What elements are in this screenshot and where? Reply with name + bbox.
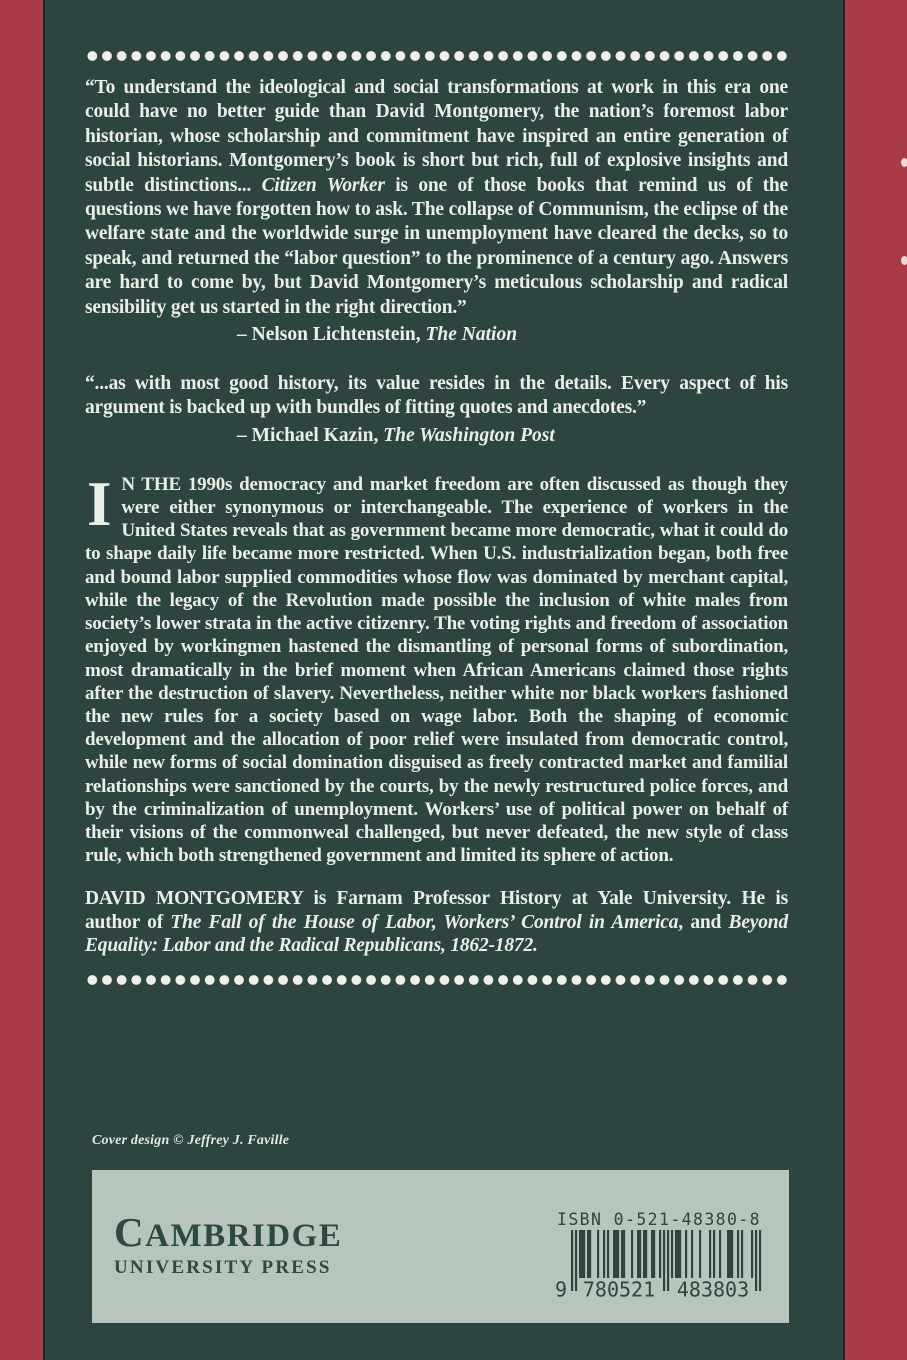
review-source: The Washington Post [383,424,555,446]
book-title-italic: Beyond Equality: Labor and the Radical Republicans, 1862-1872. [85,911,788,957]
quote-text: “To understand the ideological and social transformations at work in this era one could have no better guide than David Montgomery, the nation’s foremost labor historian, whose scholarship and commitment have inspired an entire generation of social historians. Montgomery’s book is short but rich, full of explosive insights and subtle distinctions... [85,77,788,196]
review-quote-2 [85,372,788,421]
review-attribution-2 [237,424,788,448]
quote-text: is one of those books that remind us of the questions we have forgotten how to ask. The collapse of Communism, the eclipse of the welfare state and the worldwide surge in unemployment have cleared the decks, so to speak, and returned the “labor question” to the prominence of a century ago. Answers are hard to come by, but David Montgomery’s meticulous scholarship and radical sensibility get us started in the right direction.” [85,174,789,318]
publisher-name [114,1209,343,1255]
print-speck [901,158,907,167]
book-title-italic: The Fall of the House of Labor, Workers’ Control in America [170,911,679,933]
publisher-panel [92,1170,789,1323]
review-quote-1 [85,76,788,320]
cover-design-credit: Cover design © Jeffrey J. Faville [92,1133,290,1148]
dotted-divider-top [85,50,790,62]
book-title-italic: Citizen Worker [261,174,385,196]
isbn-number: ISBN 0-521-48380-8 [556,1210,761,1229]
barcode-svg [551,1230,767,1298]
cover-inner-panel [43,0,845,1360]
quote-text: “...as with most good history, its value resides in the details. Every aspect of his argument is backed up with bundles of fitting quotes and anecdotes.” [85,373,788,419]
barcode-digits-left: 780521 [582,1277,656,1298]
publisher-logo [114,1209,343,1279]
cover-border-right [845,0,907,1360]
barcode-digit-first: 9 [555,1277,568,1298]
publisher-subtitle: UNIVERSITY PRESS [114,1257,332,1278]
synopsis-text: N THE 1990s democracy and market freedom are often discussed as though they were either synonymous or interchangeable. The experience of workers in the United States reveals that as government became more democratic, what it could do to shape daily life became more restricted. When U.S. industrialization began, both free and bound labor supplied commodities whose flow was dominated by merchant capital, while the legacy of the Revolution made possible the inclusion of white males from society’s lower strata in the active citizenry. The voting rights and freedom of association enjoyed by workingmen hastened the dismantling of personal forms of subordination, most dramatically in the brief moment when African Americans claimed those rights after the destruction of slavery. Nevertheless, neither white nor black workers fashioned the new rules for a society based on wage labor. Both the shaping of economic development and the allocation of poor relief were insulated from democratic control, while new forms of social domination disguised as freely contracted market and familial relationships were sanctioned by the courts, by the newly restructured police forces, and by the criminalization of unemployment. Workers’ use of political power on behalf of their visions of the commonweal challenged, but never defeated, the new style of class rule, which both strengthened government and limited its sphere of action. [85,473,788,867]
bio-text: , and [678,911,729,933]
bio-text: DAVID MONTGOMERY is Farnam Professor History at Yale University. He is author of [85,888,788,933]
reviewer-name: – Nelson Lichtenstein, [237,324,426,346]
review-attribution-1 [237,323,788,347]
cover-text-block [45,0,843,986]
publisher-name-rest: AMBRIDGE [145,1218,343,1254]
book-synopsis [85,468,788,867]
cover-border-left [0,0,43,1360]
review-source: The Nation [425,324,518,346]
publisher-initial: C [114,1209,146,1255]
reviewer-name: – Michael Kazin, [237,424,384,446]
author-bio [85,887,788,958]
drop-cap: I [87,468,112,539]
dotted-divider-bottom [85,974,790,986]
isbn-block [545,1210,773,1298]
barcode-digits-right: 483803 [676,1277,750,1298]
print-speck [901,256,907,265]
